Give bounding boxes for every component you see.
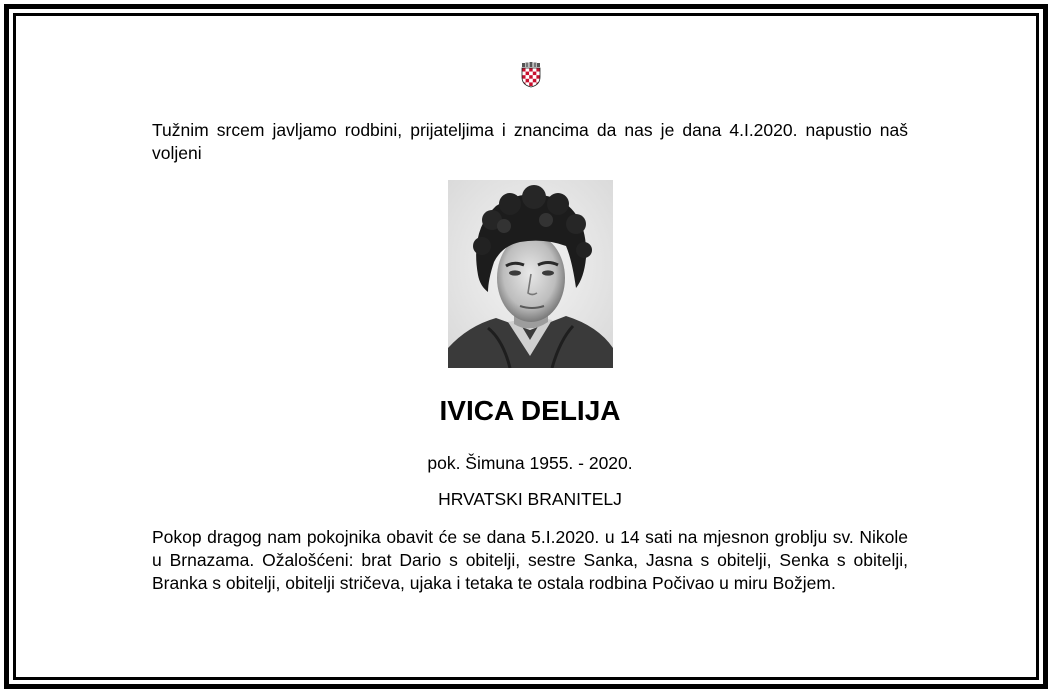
portrait-photo [448,180,613,368]
deceased-name: IVICA DELIJA [439,395,621,426]
funeral-details: Pokop dragog nam pokojnika obavit će se dana 5.I.2020. u 14 sati na mjesnon groblju sv. Nikole u Brnazama. Ožalošćeni: brat Dario s obitelji, sestre Sanka, Jasna s obitelji, Senka s obitelji, Branka s obitelji, obitelji stričeva, ujaka i tetaka te ostala rodbina Počivao u miru Božjem. [152,527,908,593]
honorary-title: HRVATSKI BRANITELJ [438,489,622,509]
father-and-years: pok. Šimuna 1955. - 2020. [427,453,633,473]
croatian-coat-of-arms-icon [521,62,541,88]
intro-text: Tužnim srcem javljamo rodbini, prijateljima i znancima da nas je dana 4.I.2020. napustio naš voljeni [152,120,908,163]
